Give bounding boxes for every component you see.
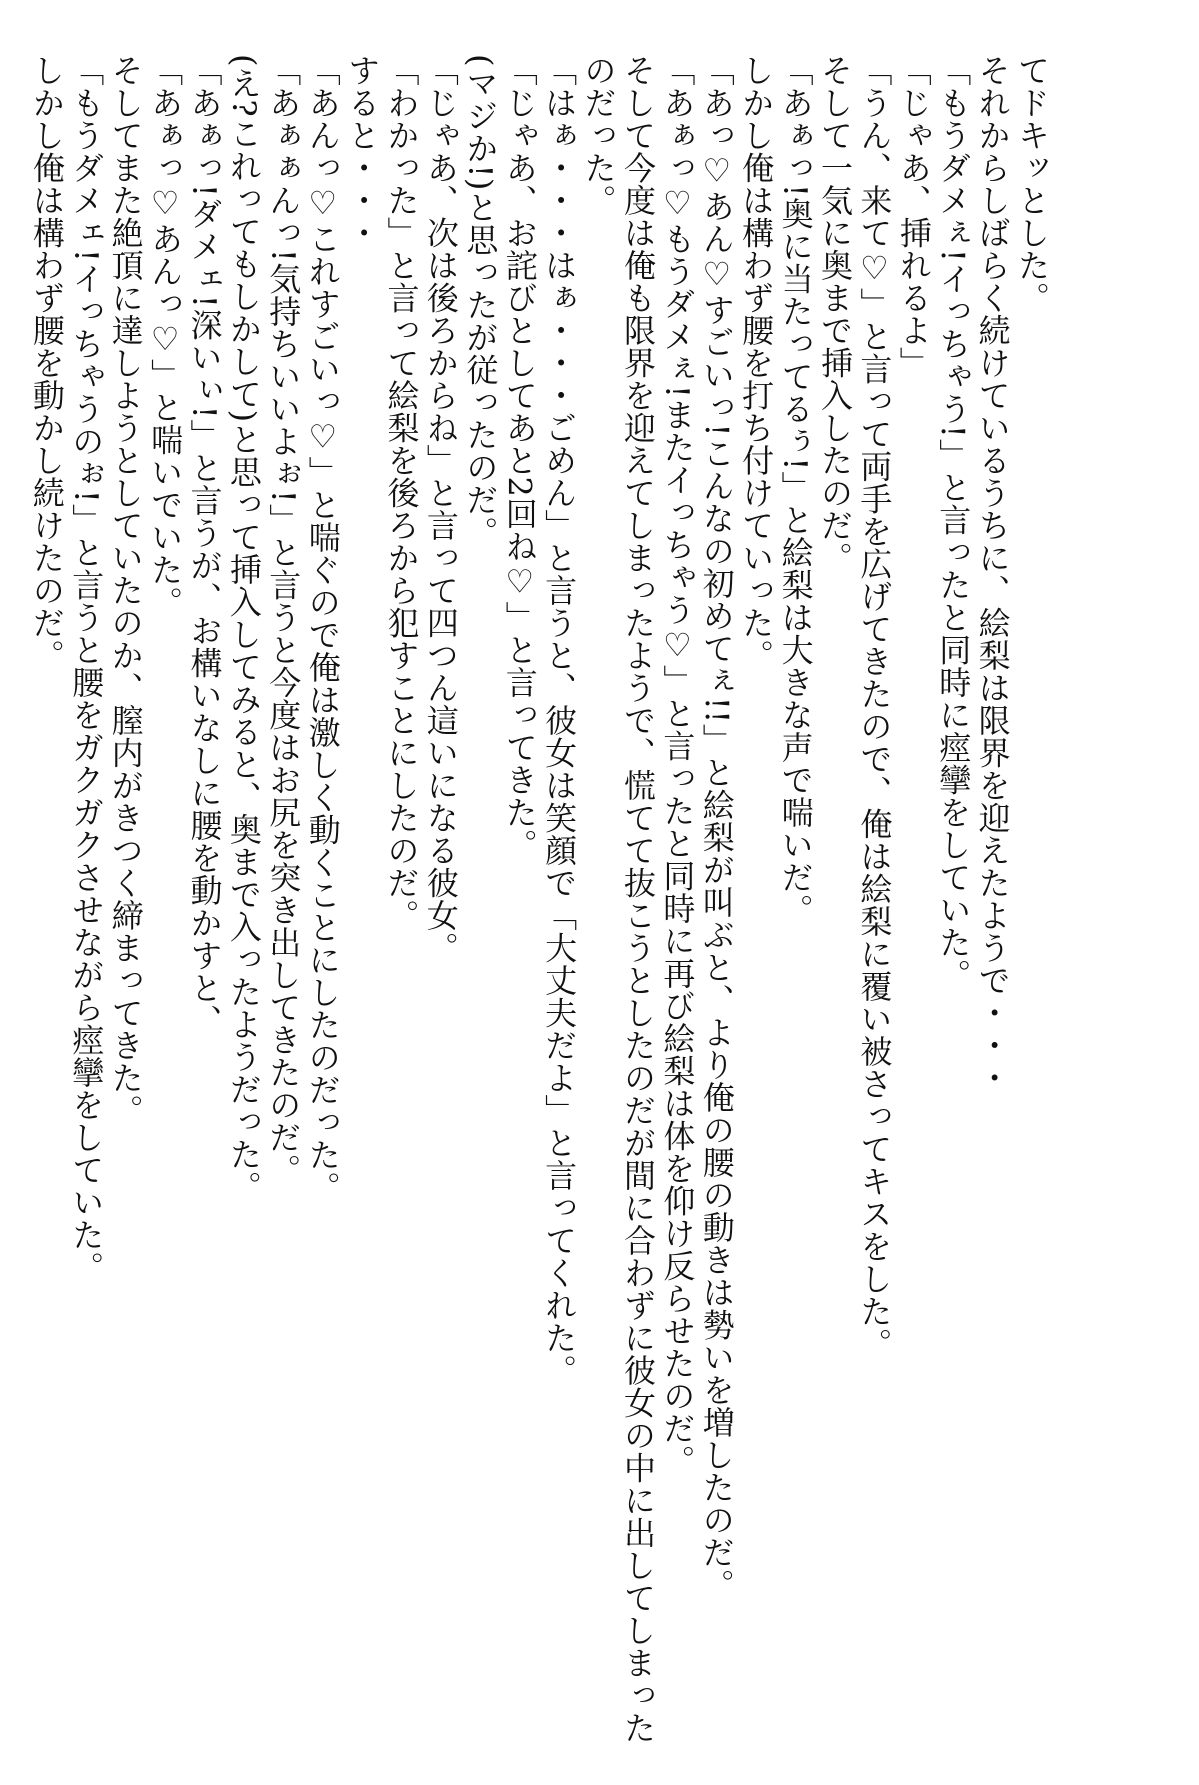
text-line: 「あぁっ!ダメェ!深いぃ!」と言うが、お構いなしに腰を動かすと、	[185, 54, 224, 1037]
text-line: (え?これってもしかして)と思って挿入してみると、奥まで入ったようだった。	[224, 54, 263, 1203]
text-line: 「あぁっ!奥に当たってるぅ!」と絵梨は大きな声で喘いだ。	[776, 54, 815, 926]
text-line: そして一気に奥まで挿入したのだ。	[815, 54, 854, 574]
text-line: 「あぁぁんっ!気持ちいいよぉ!」と言うと今度はお尻を突き出してきたのだ。	[264, 54, 303, 1186]
text-line: 「じゃあ、お詫びとしてあと2回ね♡」と言ってきた。	[500, 54, 539, 861]
text-line: しかし俺は構わず腰を打ち付けていった。	[737, 54, 776, 672]
text-line: 「あぁっ♡あんっ♡」と喘いでいた。	[146, 54, 185, 619]
text-line: 「あっ♡あん♡すごいっ!こんなの初めてぇ!!」と絵梨が叫ぶと、より俺の腰の動きは勢いを増したのだ。	[697, 54, 736, 1602]
text-line: 「はぁ・・・はぁ・・・ごめん」と言うと、彼女は笑顔で「大丈夫だよ」と言ってくれた。	[540, 54, 579, 1387]
text-line: 「もうダメぇ!イっちゃう!」と言ったと同時に痙攣をしていた。	[934, 54, 973, 991]
text-line: 「わかった」と言って絵梨を後ろから犯すことにしたのだ。	[382, 54, 421, 932]
text-line: 「もうダメェ!イっちゃうのぉ!」と言うと腰をガクガクさせながら痙攣をしていた。	[67, 54, 106, 1284]
text-line: 「うん、来て♡」と言って両手を広げてきたので、俺は絵梨に覆い被さってキスをした。	[855, 54, 894, 1360]
text-line: 「じゃあ、挿れるよ」	[894, 54, 933, 379]
text-line: 「あんっ♡これすごいっ♡」と喘ぐので俺は激しく動くことにしたのだった。	[303, 54, 342, 1204]
text-line: 「あぁっ♡もうダメぇ!またイっちゃう♡」と言ったと同時に再び絵梨は体を仰け反らせたのだ。	[658, 54, 697, 1477]
vertical-text-block	[26, 54, 1051, 1744]
text-line: それからしばらく続けているうちに、絵梨は限界を迎えたようで・・・	[973, 54, 1012, 1094]
text-line: そしてまた絶頂に達しようとしていたのか、膣内がきつく締まってきた。	[106, 54, 145, 1127]
text-line: (マジか!)と思ったが従ったのだ。	[461, 54, 500, 549]
text-line: 「じゃあ、次は後ろからね」と言って四つん這いになる彼女。	[421, 54, 460, 964]
text-line: すると・・・	[343, 54, 382, 249]
text-line: しかし俺は構わず腰を動かし続けたのだ。	[27, 54, 66, 672]
text-line: そして今度は俺も限界を迎えてしまったようで、慌てて抜こうとしたのだが間に合わずに彼女の中に出してしまったのだった。	[579, 54, 657, 1744]
text-line: てドキッとした。	[1013, 54, 1051, 314]
